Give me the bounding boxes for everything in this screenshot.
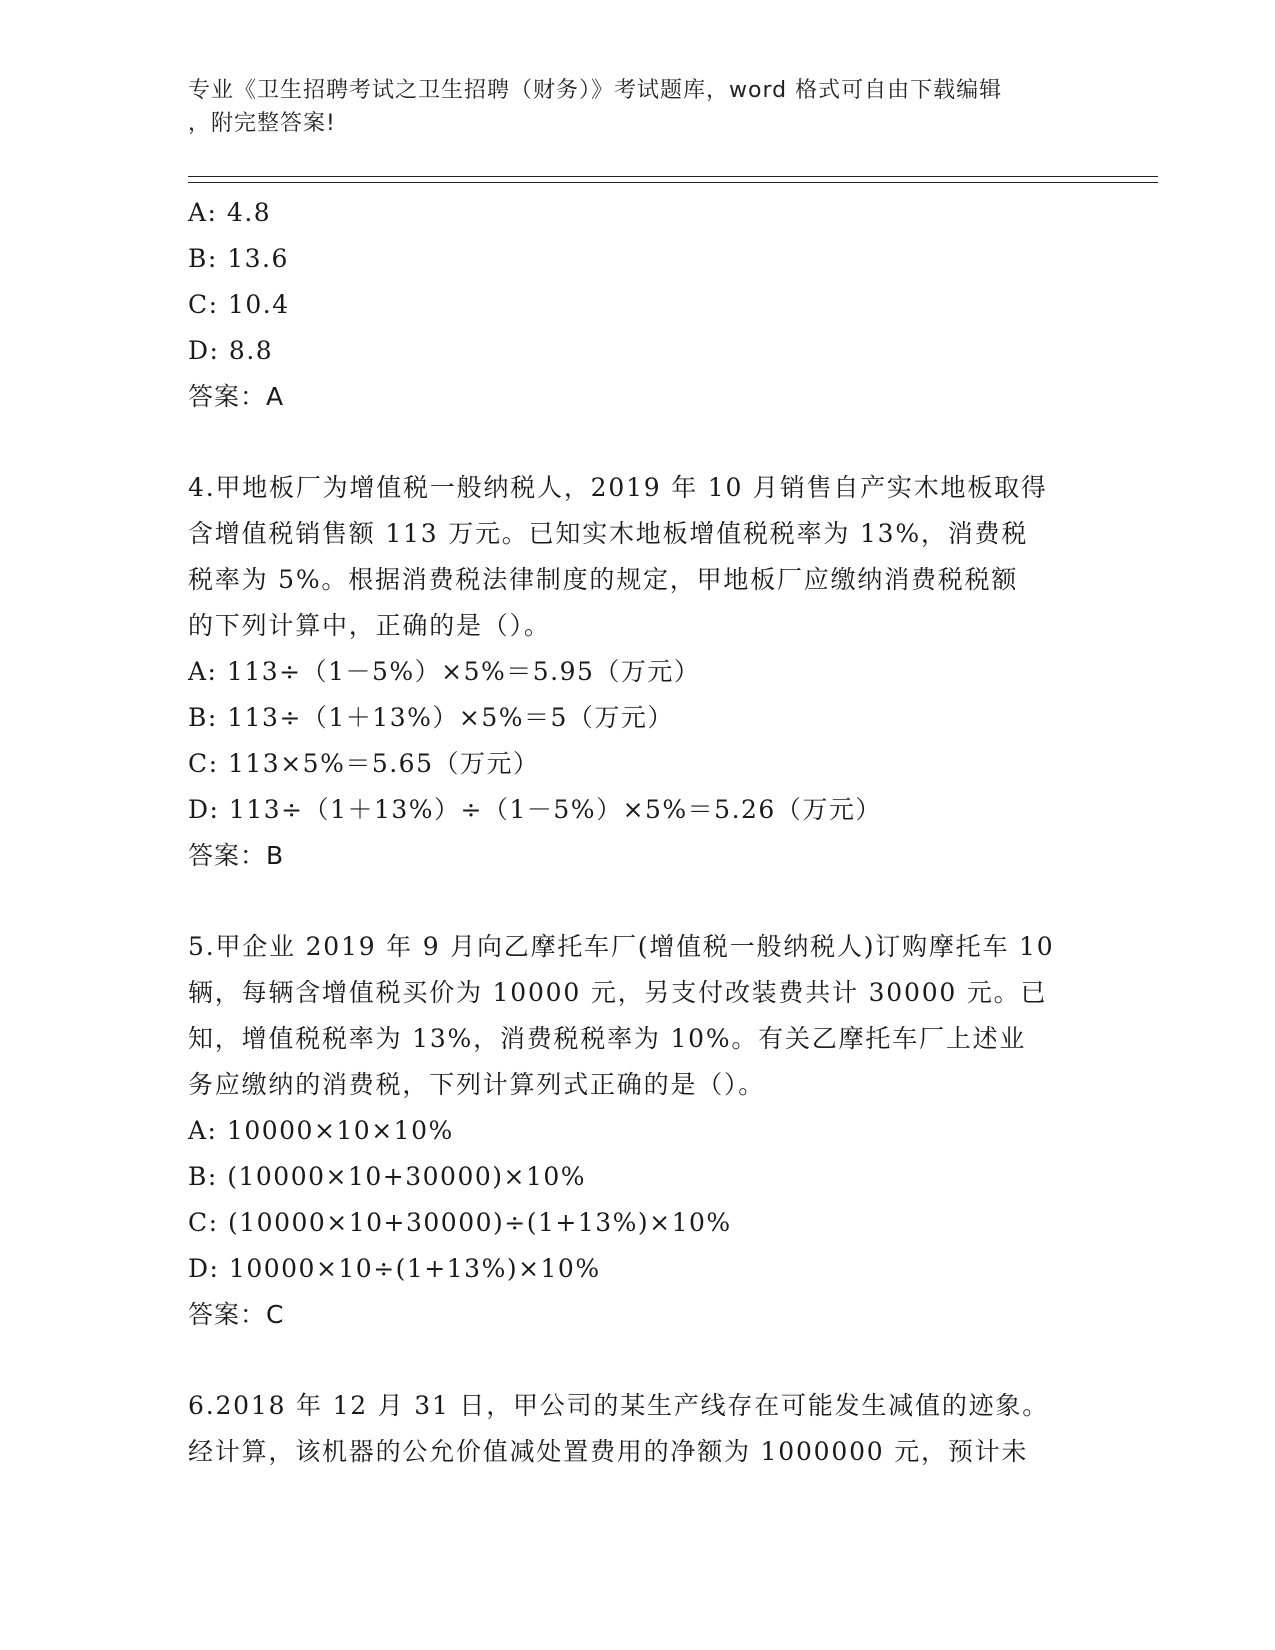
header-line-1: 专业《卫生招聘考试之卫生招聘（财务）》考试题库，word 格式可自由下载编辑 [188,78,1003,103]
question-text-line: 辆，每辆含增值税买价为 10000 元，另支付改装费共计 30000 元。已 [188,978,1048,1007]
option-c: C: 10.4 [188,290,290,319]
option-b: B: 13.6 [188,244,289,273]
question-6 [188,1383,1088,1475]
option-d: D: 113÷（1＋13%）÷（1－5%）×5%＝5.26（万元） [188,795,882,824]
answer: 答案：A [188,382,285,411]
option-b: B: (10000×10+30000)×10% [188,1162,587,1191]
option-c: C: 113×5%＝5.65（万元） [188,749,540,778]
option-d: D: 8.8 [188,336,274,365]
question-text-line: 6.2018 年 12 月 31 日，甲公司的某生产线存在可能发生减值的迹象。 [188,1391,1050,1420]
option-c: C: (10000×10+30000)÷(1+13%)×10% [188,1208,732,1237]
question-text-line: 4.甲地板厂为增值税一般纳税人，2019 年 10 月销售自产实木地板取得 [188,473,1048,502]
document-header [188,74,1088,140]
answer: 答案：B [188,841,285,870]
question-text-line: 经计算，该机器的公允价值减处置费用的净额为 1000000 元，预计未 [188,1437,1029,1466]
option-a: A: 10000×10×10% [188,1116,454,1145]
option-b: B: 113÷（1＋13%）×5%＝5（万元） [188,703,674,732]
option-d: D: 10000×10÷(1+13%)×10% [188,1254,601,1283]
question-text-line: 的下列计算中，正确的是（）。 [188,611,551,640]
question-text-line: 知，增值税税率为 13%，消费税税率为 10%。有关乙摩托车厂上述业 [188,1024,1027,1053]
option-a: A: 113÷（1－5%）×5%＝5.95（万元） [188,657,701,686]
question-text-line: 税率为 5%。根据消费税法律制度的规定，甲地板厂应缴纳消费税税额 [188,565,1019,594]
option-a: A: 4.8 [188,198,272,227]
document-body [188,190,1088,1475]
question-text-line: 含增值税销售额 113 万元。已知实木地板增值税税率为 13%，消费税 [188,519,1029,548]
question-text-line: 5.甲企业 2019 年 9 月向乙摩托车厂(增值税一般纳税人)订购摩托车 10 [188,932,1055,961]
header-line-2: ，附完整答案! [188,111,336,136]
question-4 [188,465,1088,879]
answer: 答案：C [188,1300,285,1329]
question-5 [188,924,1088,1338]
question-text-line: 务应缴纳的消费税，下列计算列式正确的是（）。 [188,1070,766,1099]
question-3 [188,190,1088,420]
header-divider-top [188,176,1158,177]
header-divider-bottom [188,182,1158,183]
